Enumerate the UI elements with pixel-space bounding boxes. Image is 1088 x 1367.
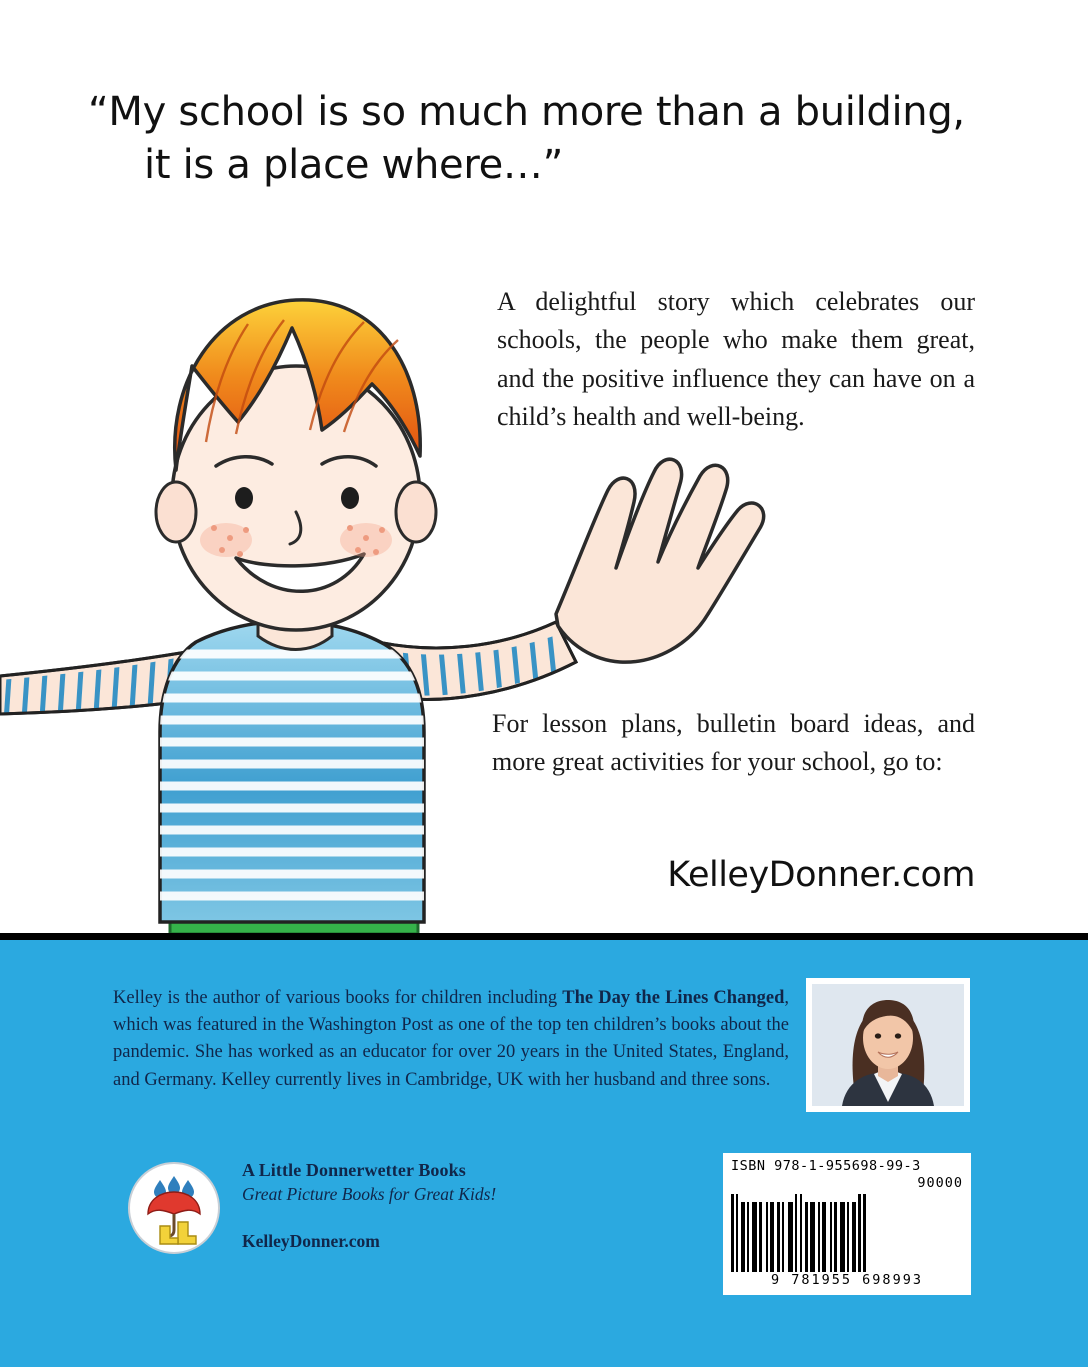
isbn-barcode	[723, 1153, 971, 1295]
author-biography	[113, 985, 789, 1094]
publisher-logo	[128, 1162, 220, 1254]
publisher-tagline: Great Picture Books for Great Kids!	[242, 1184, 497, 1204]
author-bio-part1: Kelley is the author of various books for children including	[113, 988, 563, 1008]
publisher-name: A Little Donnerwetter Books	[242, 1160, 466, 1180]
headline-quote	[88, 86, 988, 192]
book-blurb: A delightful story which celebrates our schools, the people who make them great, and the positive influence they can have on a child’s health and well-being.	[497, 287, 975, 432]
isbn-text: ISBN 978-1-955698-99-3	[731, 1158, 921, 1174]
call-to-action-text: For lesson plans, bulletin board ideas, and more great activities for your school, go to:	[492, 709, 975, 777]
author-photo	[806, 978, 970, 1112]
barcode-digits: 9 781955 698993	[771, 1272, 923, 1288]
price-code: 90000	[917, 1175, 963, 1191]
author-bio-book-title: The Day the Lines Changed	[562, 988, 785, 1008]
barcode-bars	[731, 1194, 963, 1272]
website-link[interactable]: KelleyDonner.com	[667, 855, 975, 895]
publisher-website[interactable]: KelleyDonner.com	[242, 1231, 380, 1251]
headline-line-2: it is a place where…”	[144, 141, 564, 188]
publisher-info	[242, 1160, 672, 1252]
headline-line-1: “My school is so much more than a building,	[88, 89, 965, 135]
author-bio-part2: , which was featured in the Washington Post as one of the top ten children’s books about the pandemic. She has worked as an educator for over 20 years in the United States, England, and Germany. Kelley currently lives in Cambridge, UK with her husband and three sons.	[113, 988, 789, 1090]
author-panel	[0, 933, 1088, 1367]
